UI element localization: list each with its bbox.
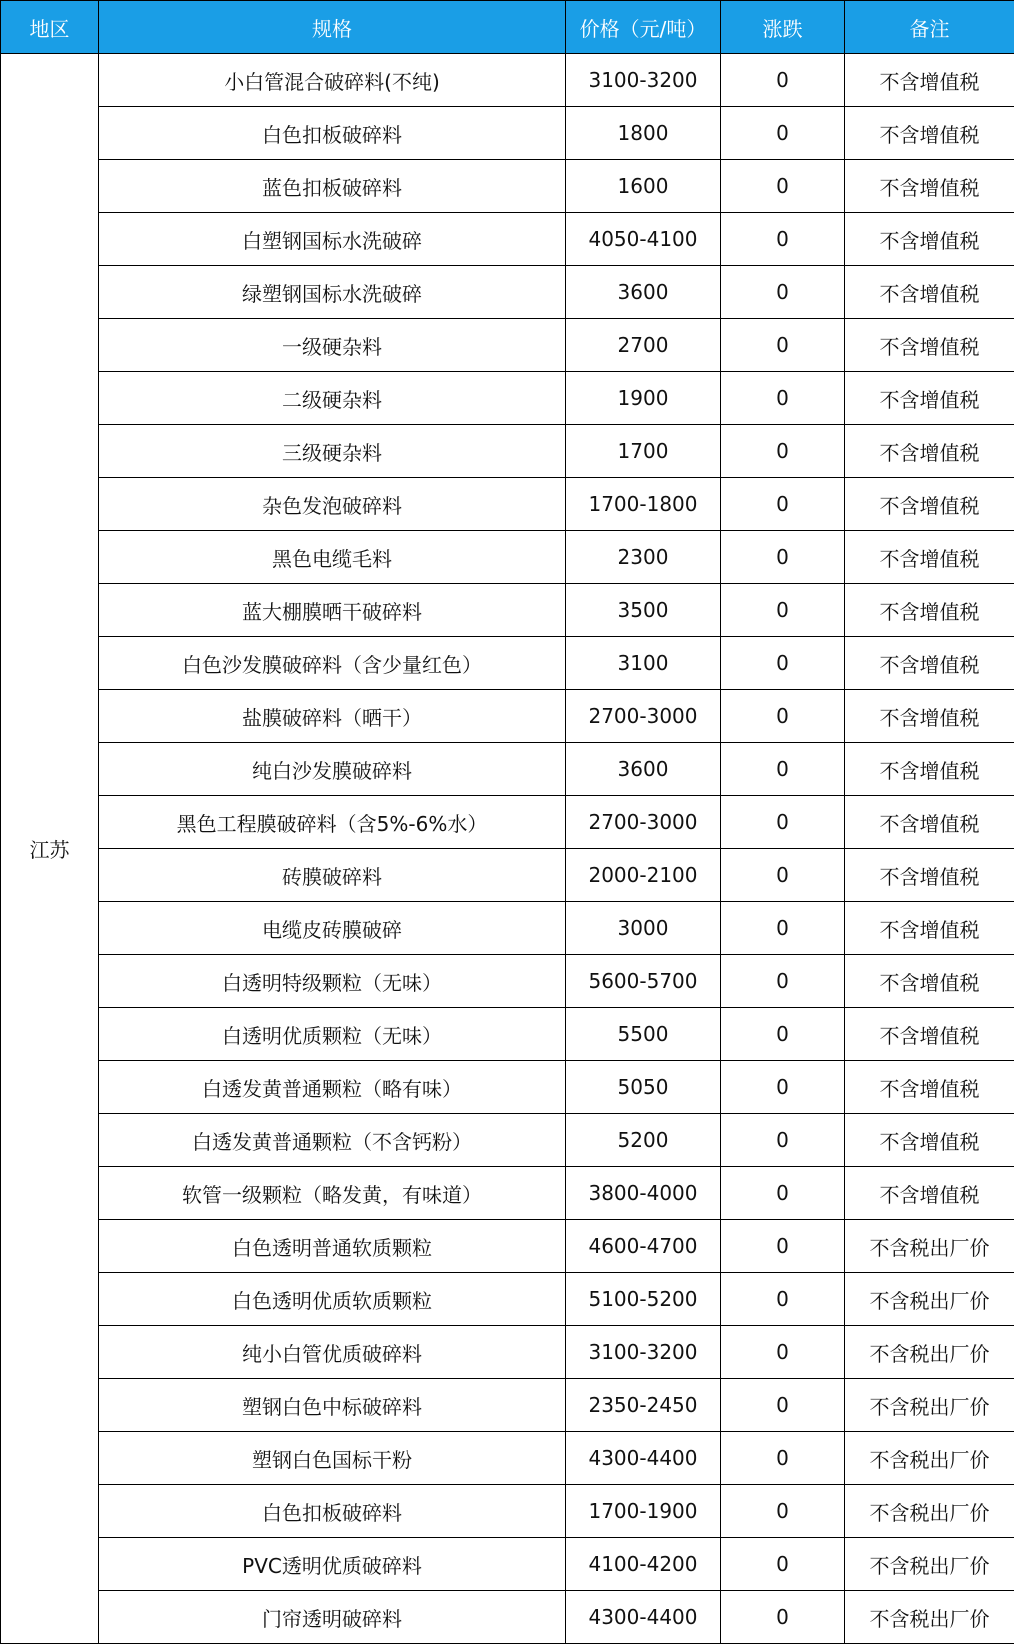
table-row [1, 372, 1014, 425]
change-cell: 0 [721, 743, 845, 796]
note-cell: 不含增值税 [845, 584, 1014, 637]
table-row [1, 1326, 1014, 1379]
table-row [1, 213, 1014, 266]
table-row [1, 1538, 1014, 1591]
note-cell: 不含增值税 [845, 902, 1014, 955]
change-cell: 0 [721, 1008, 845, 1061]
note-cell: 不含增值税 [845, 1008, 1014, 1061]
price-cell: 4600-4700 [566, 1220, 721, 1273]
region-cell: 江苏 [1, 54, 99, 1644]
change-cell: 0 [721, 478, 845, 531]
change-cell: 0 [721, 1326, 845, 1379]
spec-cell: 蓝色扣板破碎料 [99, 160, 566, 213]
price-cell: 3100-3200 [566, 54, 721, 107]
table-body [1, 54, 1014, 1644]
price-cell: 1700-1900 [566, 1485, 721, 1538]
table-row [1, 743, 1014, 796]
note-cell: 不含增值税 [845, 107, 1014, 160]
spec-cell: 塑钢白色国标干粉 [99, 1432, 566, 1485]
note-cell: 不含增值税 [845, 849, 1014, 902]
spec-cell: 一级硬杂料 [99, 319, 566, 372]
change-cell: 0 [721, 902, 845, 955]
spec-cell: 二级硬杂料 [99, 372, 566, 425]
price-cell: 5050 [566, 1061, 721, 1114]
table-row [1, 955, 1014, 1008]
price-cell: 4100-4200 [566, 1538, 721, 1591]
spec-cell: 白色透明普通软质颗粒 [99, 1220, 566, 1273]
spec-cell: 门帘透明破碎料 [99, 1591, 566, 1644]
spec-cell: 杂色发泡破碎料 [99, 478, 566, 531]
spec-cell: 白塑钢国标水洗破碎 [99, 213, 566, 266]
header-note: 备注 [845, 1, 1014, 54]
price-cell: 1700 [566, 425, 721, 478]
note-cell: 不含增值税 [845, 955, 1014, 1008]
note-cell: 不含增值税 [845, 213, 1014, 266]
table-row [1, 266, 1014, 319]
note-cell: 不含税出厂价 [845, 1591, 1014, 1644]
note-cell: 不含税出厂价 [845, 1432, 1014, 1485]
note-cell: 不含增值税 [845, 266, 1014, 319]
table-row [1, 54, 1014, 107]
spec-cell: 白透发黄普通颗粒（不含钙粉） [99, 1114, 566, 1167]
price-cell: 5200 [566, 1114, 721, 1167]
change-cell: 0 [721, 1061, 845, 1114]
price-cell: 4050-4100 [566, 213, 721, 266]
change-cell: 0 [721, 1432, 845, 1485]
note-cell: 不含增值税 [845, 1061, 1014, 1114]
table-row [1, 1114, 1014, 1167]
spec-cell: 纯白沙发膜破碎料 [99, 743, 566, 796]
table-row [1, 1432, 1014, 1485]
table-row [1, 319, 1014, 372]
table-row [1, 1220, 1014, 1273]
header-change: 涨跌 [721, 1, 845, 54]
price-cell: 4300-4400 [566, 1432, 721, 1485]
table-row [1, 1591, 1014, 1644]
table-row [1, 849, 1014, 902]
table-row [1, 902, 1014, 955]
table-row [1, 1379, 1014, 1432]
change-cell: 0 [721, 796, 845, 849]
change-cell: 0 [721, 1220, 845, 1273]
change-cell: 0 [721, 107, 845, 160]
note-cell: 不含增值税 [845, 478, 1014, 531]
note-cell: 不含税出厂价 [845, 1273, 1014, 1326]
table-row [1, 531, 1014, 584]
price-cell: 3100 [566, 637, 721, 690]
price-cell: 2700-3000 [566, 690, 721, 743]
price-cell: 3800-4000 [566, 1167, 721, 1220]
spec-cell: 砖膜破碎料 [99, 849, 566, 902]
change-cell: 0 [721, 690, 845, 743]
spec-cell: 纯小白管优质破碎料 [99, 1326, 566, 1379]
header-price: 价格（元/吨） [566, 1, 721, 54]
change-cell: 0 [721, 1591, 845, 1644]
price-cell: 3100-3200 [566, 1326, 721, 1379]
change-cell: 0 [721, 1485, 845, 1538]
change-cell: 0 [721, 849, 845, 902]
table-row [1, 478, 1014, 531]
change-cell: 0 [721, 1167, 845, 1220]
spec-cell: 盐膜破碎料（晒干） [99, 690, 566, 743]
table-row [1, 690, 1014, 743]
change-cell: 0 [721, 637, 845, 690]
note-cell: 不含增值税 [845, 637, 1014, 690]
change-cell: 0 [721, 531, 845, 584]
spec-cell: 蓝大棚膜晒干破碎料 [99, 584, 566, 637]
table-row [1, 1485, 1014, 1538]
price-cell: 2700 [566, 319, 721, 372]
spec-cell: 白色透明优质软质颗粒 [99, 1273, 566, 1326]
spec-cell: 黑色工程膜破碎料（含5%-6%水） [99, 796, 566, 849]
change-cell: 0 [721, 213, 845, 266]
change-cell: 0 [721, 1379, 845, 1432]
price-cell: 1900 [566, 372, 721, 425]
table-header [1, 1, 1014, 54]
spec-cell: 白透发黄普通颗粒（略有味） [99, 1061, 566, 1114]
header-spec: 规格 [99, 1, 566, 54]
price-cell: 3500 [566, 584, 721, 637]
note-cell: 不含增值税 [845, 796, 1014, 849]
table-row [1, 1273, 1014, 1326]
change-cell: 0 [721, 1538, 845, 1591]
price-cell: 2350-2450 [566, 1379, 721, 1432]
note-cell: 不含增值税 [845, 54, 1014, 107]
price-cell: 5500 [566, 1008, 721, 1061]
price-cell: 3600 [566, 266, 721, 319]
spec-cell: 白色扣板破碎料 [99, 107, 566, 160]
spec-cell: 塑钢白色中标破碎料 [99, 1379, 566, 1432]
change-cell: 0 [721, 266, 845, 319]
spec-cell: 电缆皮砖膜破碎 [99, 902, 566, 955]
change-cell: 0 [721, 425, 845, 478]
change-cell: 0 [721, 54, 845, 107]
change-cell: 0 [721, 319, 845, 372]
spec-cell: 小白管混合破碎料(不纯) [99, 54, 566, 107]
note-cell: 不含增值税 [845, 319, 1014, 372]
note-cell: 不含税出厂价 [845, 1485, 1014, 1538]
table-row [1, 107, 1014, 160]
note-cell: 不含增值税 [845, 160, 1014, 213]
note-cell: 不含增值税 [845, 425, 1014, 478]
note-cell: 不含增值税 [845, 372, 1014, 425]
note-cell: 不含增值税 [845, 1167, 1014, 1220]
table-row [1, 796, 1014, 849]
change-cell: 0 [721, 584, 845, 637]
price-cell: 5600-5700 [566, 955, 721, 1008]
price-cell: 2300 [566, 531, 721, 584]
price-cell: 3000 [566, 902, 721, 955]
spec-cell: 三级硬杂料 [99, 425, 566, 478]
price-cell: 2700-3000 [566, 796, 721, 849]
spec-cell: 黑色电缆毛料 [99, 531, 566, 584]
table-row [1, 584, 1014, 637]
table-row [1, 1061, 1014, 1114]
note-cell: 不含税出厂价 [845, 1220, 1014, 1273]
note-cell: 不含税出厂价 [845, 1379, 1014, 1432]
spec-cell: 白透明优质颗粒（无味） [99, 1008, 566, 1061]
note-cell: 不含增值税 [845, 531, 1014, 584]
note-cell: 不含增值税 [845, 743, 1014, 796]
spec-cell: 白色扣板破碎料 [99, 1485, 566, 1538]
table-row [1, 1008, 1014, 1061]
table-row [1, 637, 1014, 690]
spec-cell: 白透明特级颗粒（无味） [99, 955, 566, 1008]
table-row [1, 160, 1014, 213]
change-cell: 0 [721, 1114, 845, 1167]
spec-cell: 软管一级颗粒（略发黄，有味道） [99, 1167, 566, 1220]
price-cell: 2000-2100 [566, 849, 721, 902]
spec-cell: PVC透明优质破碎料 [99, 1538, 566, 1591]
header-region: 地区 [1, 1, 99, 54]
price-cell: 5100-5200 [566, 1273, 721, 1326]
spec-cell: 白色沙发膜破碎料（含少量红色） [99, 637, 566, 690]
change-cell: 0 [721, 1273, 845, 1326]
price-cell: 1600 [566, 160, 721, 213]
change-cell: 0 [721, 160, 845, 213]
note-cell: 不含税出厂价 [845, 1538, 1014, 1591]
price-cell: 3600 [566, 743, 721, 796]
price-cell: 1800 [566, 107, 721, 160]
price-cell: 1700-1800 [566, 478, 721, 531]
change-cell: 0 [721, 372, 845, 425]
spec-cell: 绿塑钢国标水洗破碎 [99, 266, 566, 319]
table-row [1, 1167, 1014, 1220]
table-row [1, 425, 1014, 478]
note-cell: 不含增值税 [845, 690, 1014, 743]
header-row [1, 1, 1014, 54]
note-cell: 不含增值税 [845, 1114, 1014, 1167]
change-cell: 0 [721, 955, 845, 1008]
price-cell: 4300-4400 [566, 1591, 721, 1644]
note-cell: 不含税出厂价 [845, 1326, 1014, 1379]
